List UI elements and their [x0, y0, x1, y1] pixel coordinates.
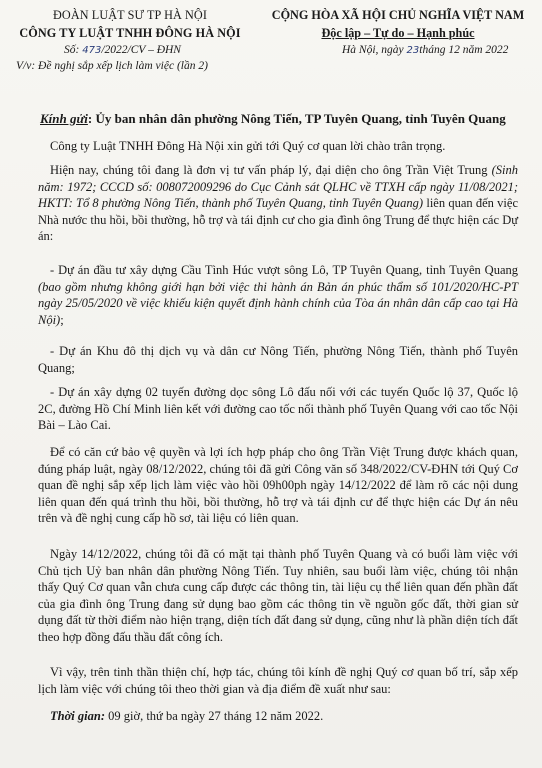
time-value: 09 giờ, thứ ba ngày 27 tháng 12 năm 2022. — [104, 709, 324, 723]
project-1-title: - Dự án đầu tư xây dựng Cầu Tình Húc vượt sông Lô, TP Tuyên Quang, tỉnh Tuyên Quang — [50, 263, 518, 277]
project-1-end: ; — [60, 312, 64, 327]
project-1-note: (bao gồm nhưng không giới hạn bởi việc thi hành án Bản án phúc thẩm số 101/2020/HC-PT ngày 25/05/2020 về việc khiếu kiện quyết định hành chính của Tòa án nhân dân cấp cao tại Hà Nội) — [38, 279, 518, 327]
paragraph-previous-request — [38, 444, 518, 527]
project-item-2 — [38, 343, 518, 376]
greeting: Công ty Luật TNHH Đông Hà Nội xin gửi tới Quý cơ quan lời chào trân trọng. — [50, 139, 446, 153]
greeting-paragraph — [38, 138, 518, 155]
request-text: Vì vậy, trên tinh thần thiện chí, hợp tác, chúng tôi kính đề nghị Quý cơ quan bố trí, sắp xếp lịch làm việc với chúng tôi theo thời gian và địa điểm đề xuất như sau: — [38, 665, 518, 696]
intro-part-2: liên quan đến việc Nhà nước thu hồi, bồi thường, hỗ trợ và tái định cư cho gia đình ông Trung để thực hiện các Dự án: — [38, 196, 518, 243]
date-prefix: Hà Nội, ngày — [342, 44, 407, 56]
project-2-text: - Dự án Khu đô thị dịch vụ và dân cư Nông Tiến, phường Nông Tiến, thành phố Tuyên Quang; — [38, 344, 518, 375]
previous-request-text: Để có căn cứ bảo vệ quyền và lợi ích hợp pháp cho ông Trần Việt Trung được khách quan, đúng pháp luật, ngày 08/12/2022, chúng tôi đã gửi Công văn số 348/2022/CV-ĐHN tới Quý Cơ quan đề nghị sắp xếp lịch làm việc vào hồi 09h00ph ngày 14/12/2022 để làm rõ các nội dung liên quan đến quá trình thu hồi, bồi thường, hỗ trợ và tái định cư để thực hiện các Dự án nêu trên và đề nghị cung cấp hồ sơ, tài liệu có liên quan. — [38, 445, 518, 525]
intro-text — [38, 162, 518, 245]
company-name: CÔNG TY LUẬT TNHH ĐÔNG HÀ NỘI — [19, 26, 241, 40]
meeting-result-text: Ngày 14/12/2022, chúng tôi đã có mặt tại thành phố Tuyên Quang và có buổi làm việc với Chủ tịch Uỷ ban nhân dân phường Nông Tiến. Tuy nhiên, sau buổi làm việc, chúng tôi nhận thấy Quý Cơ quan vẫn chưa cung cấp được các thông tin, tài liệu cụ thể liên quan đến phần đất của gia đình ông Trung đang sử dụng bao gồm các thông tin về nguồn gốc đất, thời gian sử dụng đất từ thời điểm nào hiện trạng, diện tích đất đang sử dụng, cũng như là phần diện tích đất theo hợp đồng đấu thầu đất công ích. — [38, 547, 518, 644]
recipient-name: : Ủy ban nhân dân phường Nông Tiến, TP Tuyên Quang, tỉnh Tuyên Quang — [87, 111, 506, 126]
paragraph-intro — [38, 162, 518, 245]
national-motto: Độc lập – Tự do – Hạnh phúc — [321, 26, 475, 40]
project-1-text — [38, 262, 518, 328]
number-suffix: /2022/CV – ĐHN — [101, 44, 181, 56]
bar-association-name: ĐOÀN LUẬT SƯ TP HÀ NỘI — [53, 8, 207, 22]
handwritten-number: 473 — [82, 45, 102, 56]
client-identity: (Sinh năm: 1972; CCCD số: 008072009296 do Cục Cảnh sát QLHC về TTXH cấp ngày 11/08/2021; HKTT: Tổ 8 phường Nông Tiến, thành phố Tuyên Quang, tỉnh Tuyên Quang) — [38, 163, 518, 210]
paragraph-meeting-result — [38, 546, 518, 645]
number-prefix: Số: — [64, 44, 83, 56]
national-header — [258, 6, 538, 42]
time-label: Thời gian: — [50, 709, 105, 723]
intro-part-1: Hiện nay, chúng tôi đang là đơn vị tư vấn pháp lý, đại diện cho ông Trần Việt Trung — [50, 163, 488, 177]
handwritten-day: 23 — [406, 45, 420, 56]
issuer-block — [6, 6, 254, 42]
date-line — [342, 44, 508, 56]
project-item-1 — [38, 262, 518, 328]
proposed-time-line — [38, 708, 518, 725]
document-number — [64, 44, 181, 56]
project-3-text: - Dự án xây dựng 02 tuyến đường dọc sông Lô đấu nối với các tuyến Quốc lộ 37, Quốc lộ 2C, đường Hồ Chí Minh liên kết với đường cao tốc nối thành phố Tuyên Quang với cao tốc Nội Bài – Lào Cai. — [38, 385, 518, 432]
date-suffix: tháng 12 năm 2022 — [419, 44, 509, 56]
recipient-label: Kính gửi — [40, 111, 88, 126]
subject-line: V/v: Đề nghị sắp xếp lịch làm việc (lần 2) — [16, 60, 208, 72]
paragraph-request — [38, 664, 518, 697]
project-item-3 — [38, 384, 518, 434]
proposed-time — [38, 708, 518, 725]
recipient-line — [40, 111, 506, 127]
national-title: CỘNG HÒA XÃ HỘI CHỦ NGHĨA VIỆT NAM — [271, 8, 525, 22]
